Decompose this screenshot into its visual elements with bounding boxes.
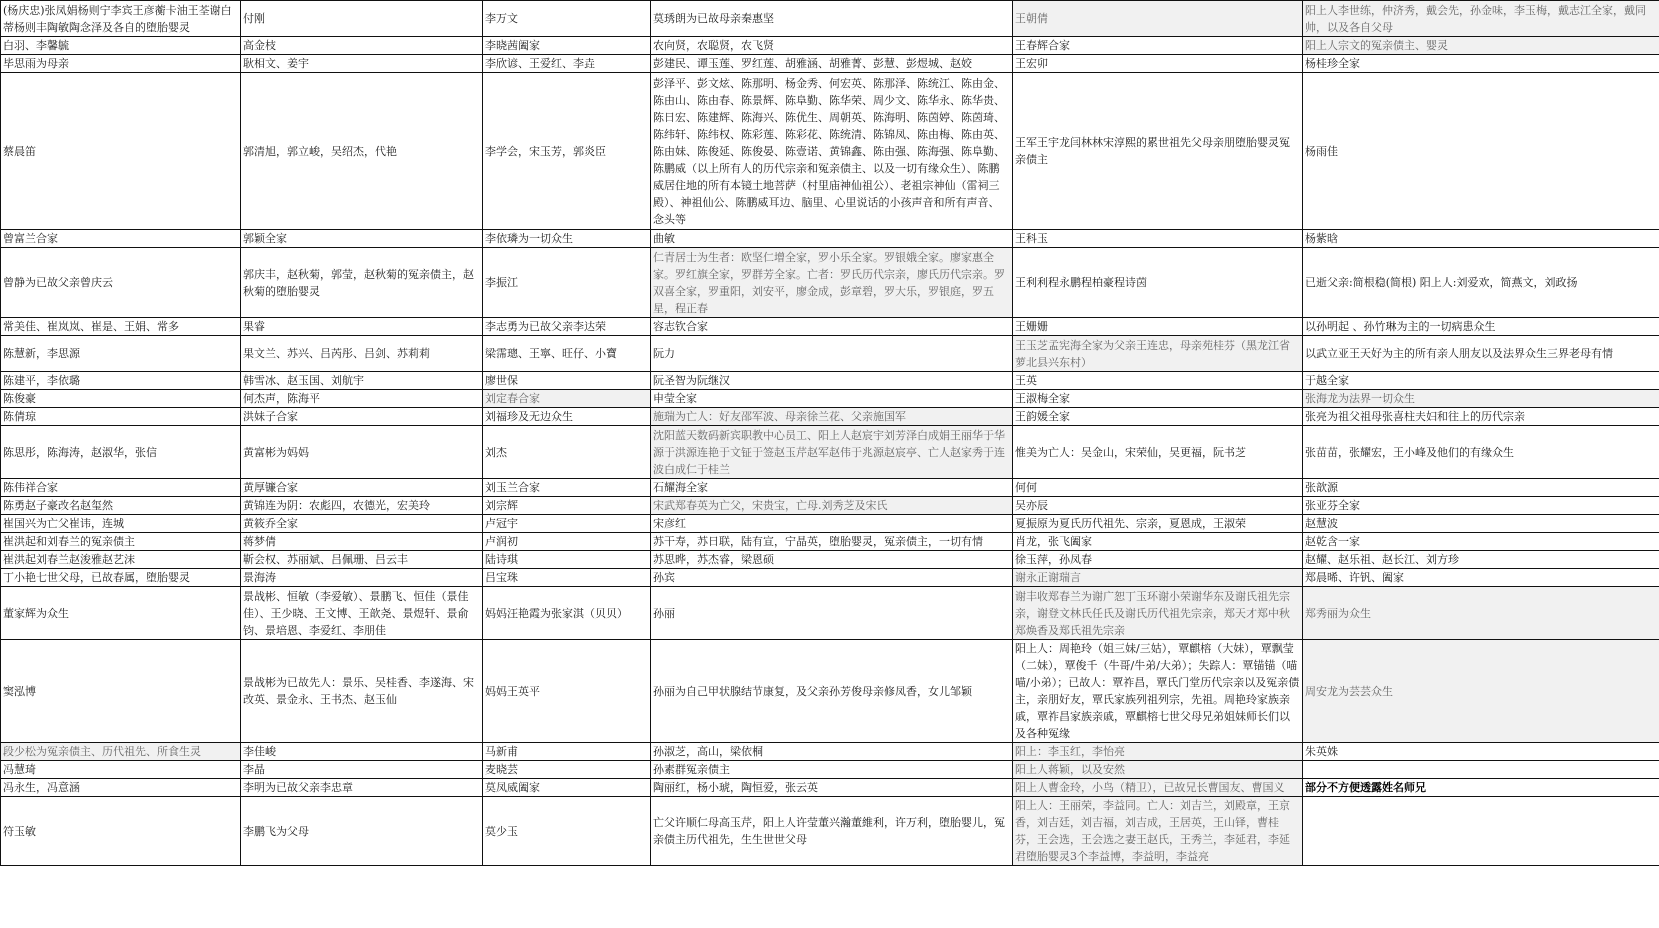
table-cell: 孙宾: [651, 569, 1013, 587]
table-cell: 马新甫: [483, 743, 651, 761]
table-row: [1, 73, 1659, 230]
table-cell: 以孙明起 、孙竹琳为主的一切病患众生: [1303, 318, 1659, 336]
table-cell: 王科玉: [1013, 230, 1303, 248]
table-cell: [1303, 761, 1659, 779]
table-cell: 阮圣智为阮继汉: [651, 372, 1013, 390]
table-cell: 农向贤，农聪贤，农飞贤: [651, 37, 1013, 55]
table-cell: 卢润初: [483, 533, 651, 551]
table-row: [1, 390, 1659, 408]
table-cell: 阳上人：王丽荣，李益同。亡人：刘吉兰，刘殿章，王京香，刘吉廷，刘吉福，刘吉成，王居英，王山铎，曹桂芬，王会选，王会选之妻王赵氏，王秀兰，李延君，李延君堕胎婴灵3个李益博，李益明，李益亮: [1013, 797, 1303, 866]
table-cell: 李欣谚、王爱红、李垚: [483, 55, 651, 73]
table-cell: 蔡晨笛: [1, 73, 241, 230]
table-cell: 徐玉萍，孙凤春: [1013, 551, 1303, 569]
table-cell: 王玉芝孟宪海全家为父亲王连忠，母亲苑桂芬（黑龙江省萝北县兴东村）: [1013, 336, 1303, 372]
table-cell: 阳上人宗文的冤亲债主、婴灵: [1303, 37, 1659, 55]
table-cell: 于越全家: [1303, 372, 1659, 390]
table-cell: 景海涛: [241, 569, 483, 587]
table-cell: 王韵媛全家: [1013, 408, 1303, 426]
table-cell: [1303, 797, 1659, 866]
table-cell: 李学会，宋玉芳，郭炎臣: [483, 73, 651, 230]
table-cell: 阳上人曹金玲，小鸟（精卫），已故兄长曹国友、曹国义: [1013, 779, 1303, 797]
table-cell: 杨紫晗: [1303, 230, 1659, 248]
table-cell: 张亮为祖父祖母张喜柱夫妇和往上的历代宗亲: [1303, 408, 1659, 426]
table-cell: 王英: [1013, 372, 1303, 390]
table-cell: 施瑞为亡人：好友邵军波、母亲徐兰花、父亲施国军: [651, 408, 1013, 426]
table-cell: 陶丽红，杨小琥，陶恒爱，张云英: [651, 779, 1013, 797]
table-cell: 孙丽: [651, 587, 1013, 640]
table-cell: 张苗苗，张耀宏，王小峰及他们的有缘众生: [1303, 426, 1659, 479]
table-cell: 吕宝珠: [483, 569, 651, 587]
table-cell: 彭建民、谭玉莲、罗红莲、胡雅涵、胡雅菁、彭慧、彭煜城、赵姣: [651, 55, 1013, 73]
table-cell: 孙丽为自己甲状腺结节康复，及父亲孙芳俊母亲修凤香，女儿邹颖: [651, 640, 1013, 743]
table-cell: 吴亦辰: [1013, 497, 1303, 515]
table-cell: 阮力: [651, 336, 1013, 372]
table-cell: 郭庆丰，赵秋菊，郭莹，赵秋菊的冤亲债主，赵秋菊的堕胎婴灵: [241, 248, 483, 318]
table-cell: 冯慧琦: [1, 761, 241, 779]
table-cell: 王姗姗: [1013, 318, 1303, 336]
table-cell: 莫琇朗为已故母亲秦惠坚: [651, 1, 1013, 37]
table-cell: 阳上人蒋颖，以及安然: [1013, 761, 1303, 779]
table-cell: 黄锦连为阴：农彪四，农德光，宏美玲: [241, 497, 483, 515]
table-row: [1, 797, 1659, 866]
table-row: [1, 743, 1659, 761]
table-row: [1, 372, 1659, 390]
table-row: [1, 336, 1659, 372]
table-row: [1, 587, 1659, 640]
table-cell: 杨雨佳: [1303, 73, 1659, 230]
table-cell: 李晓茜阖家: [483, 37, 651, 55]
table-cell: 王利利程永鹏程柏豪程诗茵: [1013, 248, 1303, 318]
table-cell: 王宏卯: [1013, 55, 1303, 73]
table-cell: 王春辉合家: [1013, 37, 1303, 55]
table-cell: 朱英姝: [1303, 743, 1659, 761]
table-cell: 张海龙为法界一切众生: [1303, 390, 1659, 408]
table-row: [1, 1, 1659, 37]
table-row: [1, 569, 1659, 587]
table-cell: 廖世保: [483, 372, 651, 390]
table-cell: 彭泽平、彭文炫、陈那明、杨金秀、何宏英、陈那泽、陈统江、陈由金、陈由山、陈由春、陈景辉、陈阜勤、陈华荣、周少文、陈华永、陈华贵、陈日宏、陈建辉、陈海兴、陈优生、周朝英、陈海明、陈茵婷、陈茵琦、陈纬轩、陈纬权、陈彩莲、陈彩花、陈统清、陈锦凤、陈由梅、陈由英、陈由妹、陈俊延、陈俊晏、陈壹诺、黄锦鑫、陈由强、陈海强、陈阜勤、陈鹏威（以上所有人的历代宗亲和冤亲债主、以及一切有缘众生）、陈鹏威居住地的所有本镜土地菩萨（村里庙神仙祖公）、老祖宗神仙（雷祠三殿）、神祖仙公、陈鹏威耳边、脑里、心里说话的小孩声音和所有声音、念头等: [651, 73, 1013, 230]
table-cell: 洪妹子合家: [241, 408, 483, 426]
table-row: [1, 318, 1659, 336]
table-cell: 李志勇为已故父亲李达荣: [483, 318, 651, 336]
table-row: [1, 230, 1659, 248]
table-cell: 阳上人李世练，仲济秀，戴会先，孙金味，李玉梅，戴志江全家，戴同帅，以及各自父母: [1303, 1, 1659, 37]
table-cell: 高金枝: [241, 37, 483, 55]
table-cell: 郑秀丽为众生: [1303, 587, 1659, 640]
table-cell: 窦泓博: [1, 640, 241, 743]
table-row: [1, 408, 1659, 426]
table-cell: 赵乾含一家: [1303, 533, 1659, 551]
table-row: [1, 426, 1659, 479]
table-cell: 曾富兰合家: [1, 230, 241, 248]
table-cell: 王淑梅全家: [1013, 390, 1303, 408]
table-row: [1, 37, 1659, 55]
table-row: [1, 515, 1659, 533]
table-cell: 李鹏飞为父母: [241, 797, 483, 866]
table-row: [1, 248, 1659, 318]
table-cell: 陈俊豪: [1, 390, 241, 408]
table-cell: 郑晨晞、许钒、阖家: [1303, 569, 1659, 587]
table-cell: 崔洪起和刘春兰的冤亲债主: [1, 533, 241, 551]
table-cell: 亡父许顺仁母高玉芹，阳上人许莹董兴瀚董維利，许万利，堕胎婴儿，冤亲债主历代祖先，生生世世父母: [651, 797, 1013, 866]
table-cell: 杨桂珍全家: [1303, 55, 1659, 73]
table-cell: 阳上人：周艳玲（姐三妹/三姑），覃麒榕（大妹），覃飘莹（二妹），覃俊千（牛哥/牛弟/大弟）；失踪人：覃锚锚（喵喵/小弟）；已故人：覃祚昌，覃氏门堂历代宗亲以及冤亲债主，亲朋好友，覃氏家族列祖列宗，先祖。周艳玲家族亲戚，覃祚昌家族亲戚，覃麒榕七世父母兄弟姐妹师长们以及各种冤缘: [1013, 640, 1303, 743]
table-cell: 周安龙为芸芸众生: [1303, 640, 1659, 743]
table-cell: 沈阳蓝天数码新宾职教中心员工、阳上人赵宸宇刘芳泽白成娟王丽华于华源于洪源连艳于文钲于签赵玉芹赵军赵伟于兆源赵宸亭、亡人赵家秀于连波白成仁于桂兰: [651, 426, 1013, 479]
table-cell: 耿相文、姜宇: [241, 55, 483, 73]
table-cell: 李振江: [483, 248, 651, 318]
table-cell: 冯永生，冯意涵: [1, 779, 241, 797]
table-cell: 卢冠宇: [483, 515, 651, 533]
table-cell: 常美佳、崔岚岚、崔是、王娟、常多: [1, 318, 241, 336]
table-cell: 黄筱乔全家: [241, 515, 483, 533]
table-row: [1, 533, 1659, 551]
table-cell: 谢永正谢瑞言: [1013, 569, 1303, 587]
table-cell: 赵耀、赵乐祖、赵长江、刘方珍: [1303, 551, 1659, 569]
table-cell: 莫少玉: [483, 797, 651, 866]
table-cell: 陈建平，李依璐: [1, 372, 241, 390]
table-cell: 赵慧波: [1303, 515, 1659, 533]
table-cell: 果睿: [241, 318, 483, 336]
table-cell: 李万文: [483, 1, 651, 37]
table-row: [1, 640, 1659, 743]
table-cell: 段少松为冤亲债主、历代祖先、所食生灵: [1, 743, 241, 761]
table-cell: 陈慧新，李思源: [1, 336, 241, 372]
table-row: [1, 761, 1659, 779]
table-cell: 果文兰、苏兴、吕芮彤、吕剑、苏莉莉: [241, 336, 483, 372]
table-cell: 白羽、李馨毓: [1, 37, 241, 55]
table-row: [1, 55, 1659, 73]
table-cell: 宋彦红: [651, 515, 1013, 533]
table-cell: 靳会权、苏丽斌、吕佩珊、吕云丰: [241, 551, 483, 569]
table-cell: 崔国兴为亡父崔讳，连城: [1, 515, 241, 533]
table-cell: 董家辉为众生: [1, 587, 241, 640]
table-cell: 陆诗琪: [483, 551, 651, 569]
table-cell: 何何: [1013, 479, 1303, 497]
table-cell: 蒋梦倩: [241, 533, 483, 551]
table-cell: 妈妈汪艳霞为张家淇（贝贝）: [483, 587, 651, 640]
table-cell: 仁青居士为生者：欧坚仁增全家，罗小乐全家。罗银娥全家。廖家惠全家。罗红旗全家，罗群芳全家。亡者：罗氏历代宗亲，廖氏历代宗亲。罗双喜全家，罗重阳，刘安平，廖金成，彭章碧，罗大乐，罗银庭，罗五星，程正春: [651, 248, 1013, 318]
table-cell: 黄富彬为妈妈: [241, 426, 483, 479]
table-cell: 夏振原为夏氏历代祖先、宗亲，夏恩成，王淑荣: [1013, 515, 1303, 533]
table-cell: 郭清旭，郭立峻，吴绍杰，代艳: [241, 73, 483, 230]
table-cell: 阳上：李玉红，李怡亮: [1013, 743, 1303, 761]
table-cell: 李依璘为一切众生: [483, 230, 651, 248]
table-cell: 景战彬为已故先人：景乐、吴桂香、李遂海、宋改英、景金永、王书杰、赵玉仙: [241, 640, 483, 743]
table-cell: 刘定春合家: [483, 390, 651, 408]
table-cell: 曾静为已故父亲曾庆云: [1, 248, 241, 318]
table-cell: 苏思晔，苏杰睿，梁恩硕: [651, 551, 1013, 569]
table-cell: 石耀海全家: [651, 479, 1013, 497]
table-cell: 王朝倩: [1013, 1, 1303, 37]
table-cell: 陈倩琼: [1, 408, 241, 426]
table-cell: 孙淑芝，高山，梁依桐: [651, 743, 1013, 761]
table-cell: 麦晓芸: [483, 761, 651, 779]
table-cell: 陈思彤，陈海涛，赵淑华，张信: [1, 426, 241, 479]
table-cell: 苏干寿，苏日联，陆有宣，宁晶英，堕胎婴灵，冤亲债主，一切有情: [651, 533, 1013, 551]
table-cell: 肖龙，张飞阖家: [1013, 533, 1303, 551]
table-cell: 以武立亚王天好为主的所有亲人朋友以及法界众生三界老母有情: [1303, 336, 1659, 372]
table-body: [1, 1, 1659, 866]
table-cell: 梁霈璁、王寧、旺仔、小寶: [483, 336, 651, 372]
table-row: [1, 497, 1659, 515]
table-row: [1, 479, 1659, 497]
table-cell: 刘宗辉: [483, 497, 651, 515]
table-cell: 张歆源: [1303, 479, 1659, 497]
table-cell: 容志钦合家: [651, 318, 1013, 336]
table-cell: 王军王宇龙闫林林宋淳熙的累世祖先父母亲朋堕胎婴灵冤亲债主: [1013, 73, 1303, 230]
table-cell: 陈勇赵子豪改名赵玺然: [1, 497, 241, 515]
table-cell: 陈伟祥合家: [1, 479, 241, 497]
table-cell: (杨庆忠)张凤娟杨则宁李宾王彦蘅卡油王荃谢白蒂杨则丰陶敏陶念泽及各自的堕胎婴灵: [1, 1, 241, 37]
table-cell: 付刚: [241, 1, 483, 37]
table-cell: 已逝父亲:简根稳(简根) 阳上人:刘爱欢，简燕文，刘政扬: [1303, 248, 1659, 318]
table-cell: 黄厚镰合家: [241, 479, 483, 497]
table-cell: 孙素群冤亲债主: [651, 761, 1013, 779]
table-cell: 何杰声，陈海平: [241, 390, 483, 408]
table-cell: 韩雪冰、赵玉国、刘航宇: [241, 372, 483, 390]
table-cell: 李晶: [241, 761, 483, 779]
table-row: [1, 551, 1659, 569]
table-cell: 曲敏: [651, 230, 1013, 248]
table-cell: 李佳峻: [241, 743, 483, 761]
table-cell: 莫凤威阖家: [483, 779, 651, 797]
table-cell: 妈妈王英平: [483, 640, 651, 743]
table-cell: 部分不方便透露姓名师兄: [1303, 779, 1659, 797]
table-cell: 郭颖全家: [241, 230, 483, 248]
table-cell: 景战彬、恒敏（李爱敏）、景鹏飞、恒佳（景佳佳）、王少晓、王文博、王歆尧、景煜轩、景俞钧、景培恩、李爱红、李朋佳: [241, 587, 483, 640]
table-cell: 惟美为亡人：吴金山，宋荣仙，吴更福，阮书芝: [1013, 426, 1303, 479]
table-cell: 符玉敏: [1, 797, 241, 866]
table-cell: 谢丰收郑春兰为谢广恕丁玉环谢小荣谢华东及谢氏祖先宗亲，谢登文林氏任氏及谢氏历代祖先宗亲，郑天才郑中秋郑焕香及郑氏祖先宗亲: [1013, 587, 1303, 640]
table-cell: 宋武郑春英为亡父，宋贵宝，亡母.刘秀芝及宋氏: [651, 497, 1013, 515]
table-cell: 丁小艳七世父母，已故春属，堕胎婴灵: [1, 569, 241, 587]
table-cell: 崔洪起刘春兰赵浚雅赵艺沫: [1, 551, 241, 569]
table-cell: 申莹全家: [651, 390, 1013, 408]
table-cell: 李明为已故父亲李忠章: [241, 779, 483, 797]
table-cell: 毕思雨为母亲: [1, 55, 241, 73]
table-cell: 刘福珍及无边众生: [483, 408, 651, 426]
table-cell: 刘杰: [483, 426, 651, 479]
table-cell: 刘玉兰合家: [483, 479, 651, 497]
table-row: [1, 779, 1659, 797]
table-cell: 张亚芬全家: [1303, 497, 1659, 515]
